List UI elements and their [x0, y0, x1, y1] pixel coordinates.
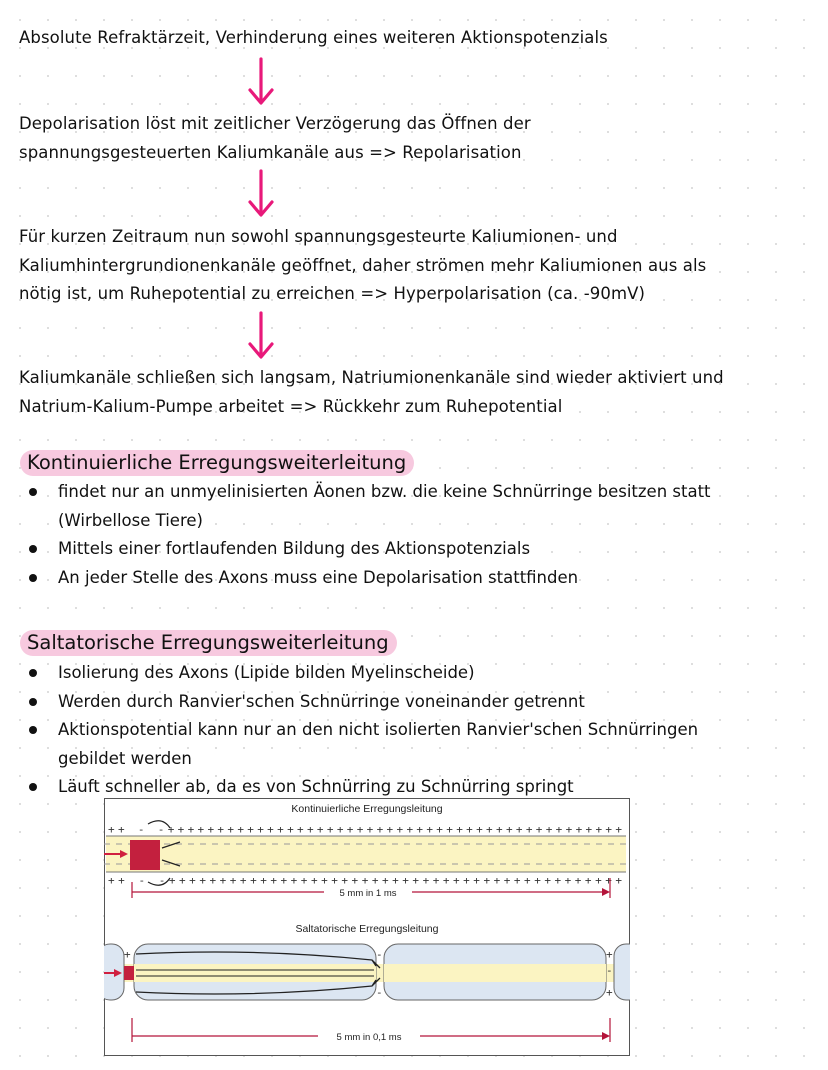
charge-row: ++ - -++++++++++++++++++++++++++++++++++++++++++++++: [108, 823, 623, 836]
charge-mark: +: [606, 986, 613, 999]
bullet-icon: [29, 545, 37, 553]
flow-step-1: [19, 24, 608, 53]
bullet-text: An jeder Stelle des Axons muss eine Depolarisation stattfinden: [58, 567, 579, 587]
bullet-text: Läuft schneller ab, da es von Schnürring zu Schnürring springt: [58, 777, 574, 796]
flow-line: Kaliumkanäle schließen sich langsam, Natriumionenkanäle sind wieder aktiviert und: [19, 368, 724, 387]
bullet-text: findet nur an unmyelinisierten Äonen bzw. die keine Schnürringe besitzen statt: [58, 482, 711, 501]
flow-line: Absolute Refraktärzeit, Verhinderung eines weiteren Aktionspotenzials: [19, 28, 608, 47]
list-item: [0, 659, 698, 688]
charge-mark: -: [606, 964, 613, 977]
flow-line: spannungsgesteuerten Kaliumkanäle aus => Repolarisation: [19, 142, 522, 162]
list-item: [0, 564, 711, 593]
list-item: [0, 535, 711, 564]
bullet-icon: [29, 574, 37, 582]
list-item: [0, 716, 698, 773]
bullet-icon: [29, 488, 37, 496]
bullet-icon: [29, 726, 37, 734]
bullet-icon: [29, 669, 37, 677]
down-arrow-icon: [246, 168, 276, 220]
bullet-text: Mittels einer fortlaufenden Bildung des Aktionspotenzials: [58, 539, 531, 558]
bullet-text: gebildet werden: [58, 748, 192, 768]
scale-label-saltatory: 5 mm in 0,1 ms: [336, 1032, 402, 1043]
myelinated-axon: [104, 944, 630, 1000]
flow-line: Depolarisation löst mit zeitlicher Verzögerung das Öffnen der: [19, 114, 531, 133]
bullet-list-continuous: [0, 478, 711, 592]
charge-mark: +: [606, 948, 613, 961]
figure-title-continuous: Kontinuierliche Erregungsleitung: [291, 803, 443, 815]
flow-step-3: [19, 223, 706, 309]
list-item: [0, 688, 698, 717]
flow-line: Kaliumhintergrundionenkanäle geöffnet, daher strömen mehr Kaliumionen aus als: [19, 255, 707, 275]
bullet-icon: [29, 698, 37, 706]
scale-label-continuous: 5 mm in 1 ms: [339, 888, 397, 899]
charge-mark: -: [376, 986, 383, 999]
bullet-text: Aktionspotential kann nur an den nicht isolierten Ranvier'schen Schnürringen: [58, 720, 699, 739]
charge-mark: +: [124, 948, 131, 961]
bullet-list-saltatory: [0, 659, 698, 802]
charge-mark: -: [376, 948, 383, 961]
flow-line: nötig ist, um Ruhepotential zu erreichen => Hyperpolarisation (ca. -90mV): [19, 284, 646, 303]
flow-line: Für kurzen Zeitraum nun sowohl spannungsgesteurte Kaliumionen- und: [19, 227, 618, 246]
bullet-text: (Wirbellose Tiere): [58, 510, 203, 530]
charge-row: ++ - -+++++++++++++++++++++++++++++++++++++++++++++: [108, 874, 623, 887]
bullet-icon: [29, 783, 37, 791]
flow-step-2: [19, 110, 531, 167]
bullet-text: Isolierung des Axons (Lipide bilden Myelinscheide): [58, 663, 475, 682]
conduction-diagram: [104, 798, 630, 1056]
list-item: [0, 478, 711, 535]
figure-title-saltatory: Saltatorische Erregungsleitung: [295, 923, 439, 935]
section-heading-saltatory: Saltatorische Erregungsweiterleitung: [20, 630, 397, 656]
down-arrow-icon: [246, 56, 276, 108]
flow-step-4: [19, 364, 724, 421]
bullet-text: Werden durch Ranvier'schen Schnürringe voneinander getrennt: [58, 691, 585, 711]
unmyelinated-axon: [104, 836, 626, 872]
down-arrow-icon: [246, 310, 276, 362]
flow-line: Natrium-Kalium-Pumpe arbeitet => Rückkehr zum Ruhepotential: [19, 396, 563, 416]
section-heading-continuous: Kontinuierliche Erregungsweiterleitung: [20, 450, 414, 476]
